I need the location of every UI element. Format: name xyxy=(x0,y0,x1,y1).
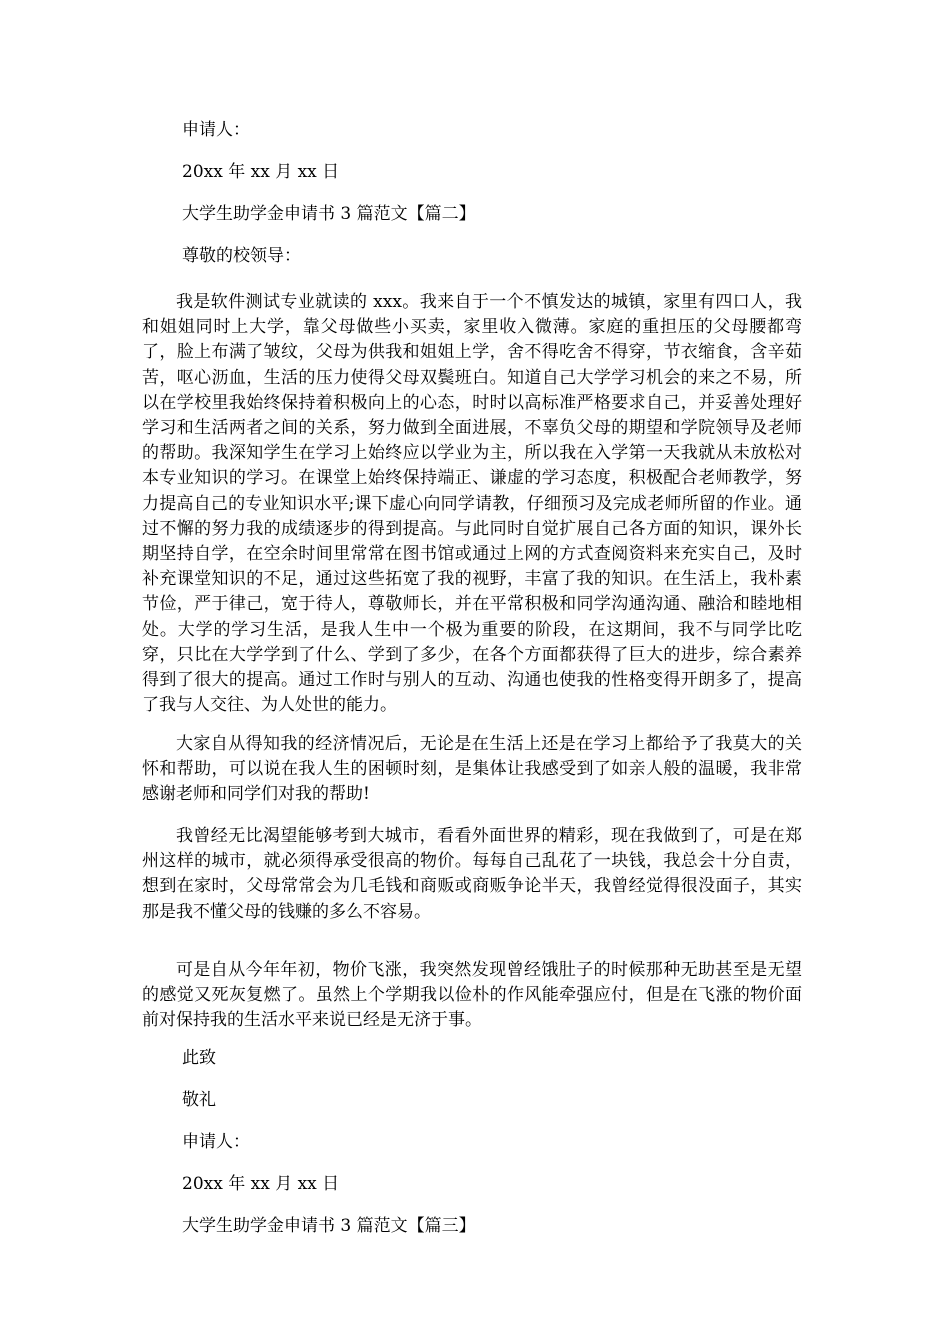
closing-greeting: 敬礼 xyxy=(182,1090,216,1110)
application-date: 20xx 年 xx 月 xx 日 xyxy=(182,162,340,182)
applicant-label: 申请人： xyxy=(182,1132,250,1152)
section-heading: 大学生助学金申请书 3 篇范文【篇三】 xyxy=(182,1216,476,1236)
body-paragraph: 我是软件测试专业就读的 xxx。我来自于一个不慎发达的城镇，家里有四口人，我和姐姐同时上大学，靠父母做些小买卖，家里收入微薄。家庭的重担压的父母腰都弯了，脸上布满了皱纹，父母为供我和姐姐上学，舍不得吃舍不得穿，节衣缩食，含辛茹苦，呕心沥血，生活的压力使得父母双鬓班白。知道自己大学学习机会的来之不易，所以在学校里我始终保持着积极向上的心态，时时以高标准严格要求自己，并妥善处理好学习和生活两者之间的关系，努力做到全面进展，不辜负父母的期望和学院领导及老师的帮助。我深知学生在学习上始终应以学业为主，所以我在入学第一天我就从未放松对本专业知识的学习。在课堂上始终保持端正、谦虚的学习态度，积极配合老师教学，努力提高自己的专业知识水平;课下虚心向同学请教，仔细预习及完成老师所留的作业。通过不懈的努力我的成绩逐步的得到提高。与此同时自觉扩展自己各方面的知识，课外长期坚持自学，在空余时间里常常在图书馆或通过上网的方式查阅资料来充实自己，及时补充课堂知识的不足，通过这些拓宽了我的视野，丰富了我的知识。在生活上，我朴素节俭，严于律己，宽于待人，尊敬师长，并在平常积极和同学沟通沟通、融洽和睦地相处。大学的学习生活，是我人生中一个极为重要的阶段，在这期间，我不与同学比吃穿，只比在大学学到了什么、学到了多少，在各个方面都获得了巨大的进步，综合素养得到了很大的提高。通过工作时与别人的互动、沟通也使我的性格变得开朗多了，提高了我与人交往、为人处世的能力。 xyxy=(142,292,802,716)
body-paragraph: 大家自从得知我的经济情况后，无论是在生活上还是在学习上都给予了我莫大的关怀和帮助，可以说在我人生的困顿时刻，是集体让我感受到了如亲人般的温暖，我非常感谢老师和同学们对我的帮助! xyxy=(142,734,802,805)
applicant-label: 申请人： xyxy=(182,120,250,140)
section-heading: 大学生助学金申请书 3 篇范文【篇二】 xyxy=(182,204,476,224)
application-date: 20xx 年 xx 月 xx 日 xyxy=(182,1174,340,1194)
body-paragraph: 我曾经无比渴望能够考到大城市，看看外面世界的精彩，现在我做到了，可是在郑州这样的城市，就必须得承受很高的物价。每每自己乱花了一块钱，我总会十分自责，想到在家时，父母常常会为几毛钱和商贩或商贩争论半天，我曾经觉得很没面子，其实那是我不懂父母的钱赚的多么不容易。 xyxy=(142,826,802,922)
body-paragraph: 可是自从今年年初，物价飞涨，我突然发现曾经饿肚子的时候那种无助甚至是无望的感觉又死灰复燃了。虽然上个学期我以俭朴的作风能牵强应付，但是在飞涨的物价面前对保持我的生活水平来说已经是无济于事。 xyxy=(142,960,802,1031)
closing-line: 此致 xyxy=(182,1048,216,1068)
salutation: 尊敬的校领导： xyxy=(182,246,301,266)
